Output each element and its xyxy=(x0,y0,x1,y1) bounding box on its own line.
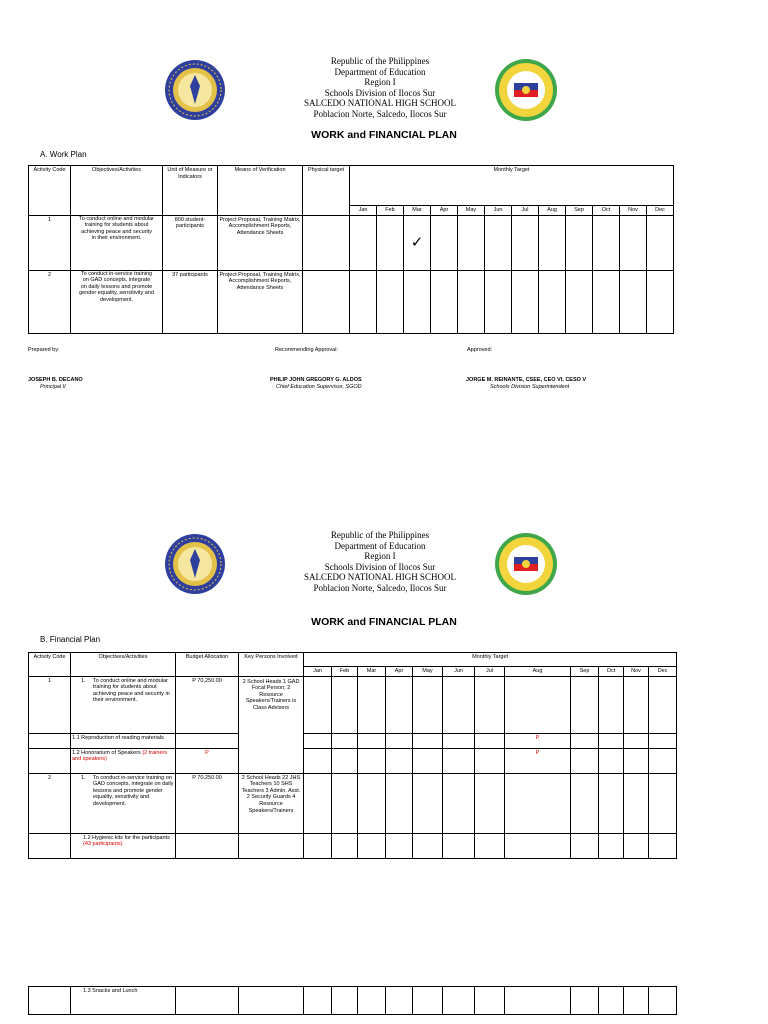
activity-code-cell: 2 xyxy=(29,270,71,333)
header-line-division: Schools Division of Ilocos Sur xyxy=(324,87,436,98)
month-header: May xyxy=(413,667,443,677)
month-header: Aug xyxy=(505,667,571,677)
approved-label: Approved: xyxy=(467,347,493,353)
month-header: Sep xyxy=(566,206,593,216)
month-header: Jan xyxy=(350,206,377,216)
activity-code-cell: 2 xyxy=(29,773,71,833)
table-row xyxy=(29,270,674,333)
month-header: Apr xyxy=(386,667,413,677)
objective-cell: To conduct online and modular training for students about achieving peace and security in their environment. xyxy=(71,215,163,270)
header-line-address: Poblacion Norte, Salcedo, Ilocos Sur xyxy=(313,108,447,119)
header-line-division: Schools Division of Ilocos Sur xyxy=(324,561,436,572)
document-header xyxy=(200,56,560,119)
header-objectives: Objectives/Activities xyxy=(71,653,176,677)
month-header: Jun xyxy=(485,206,512,216)
header-activity-code: Activity Code xyxy=(29,653,71,677)
budget-cell: P 70,250.00 xyxy=(176,676,239,733)
document-header xyxy=(200,530,560,593)
aug-target-cell: P xyxy=(505,748,571,773)
table-row: 1 1. To conduct online and modular training for students about achieving peace and security in their environment. P 70,250.00 2 School Heads 1 GAD Focal Person; 2 Resource Speakers/Trainers is Class Advisers xyxy=(29,676,677,733)
table-row xyxy=(29,833,677,858)
budget-cell: P 70,250.00 xyxy=(176,773,239,833)
table-row xyxy=(29,215,674,270)
table-row xyxy=(29,733,677,748)
month-header: Apr xyxy=(431,206,458,216)
means-cell: Project Proposal, Training Matrix, Accomplishment Reports, Attendance Sheets xyxy=(218,215,303,270)
sub-activity-note: (43 participants) xyxy=(83,841,123,848)
header-monthly-target: Monthly Target xyxy=(304,653,677,667)
prepared-name: JOSEPH B. DECANO xyxy=(28,377,83,383)
unit-cell: 37 participants xyxy=(163,270,218,333)
header-line-school: SALCEDO NATIONAL HIGH SCHOOL xyxy=(304,572,456,582)
key-persons-cell: 2 School Heads 22 JHS Teachers 10 SHS Teachers 3 Admin. Asst. 2 Security Guards 4 Resource Speakers/Trainers xyxy=(239,773,304,833)
month-header: Oct xyxy=(599,667,624,677)
approved-name: JORGE M. REINANTE, CSEE, CEO VI, CESO V xyxy=(466,377,587,383)
month-header: Jul xyxy=(475,667,505,677)
budget-cell: P xyxy=(176,748,239,773)
sub-activity-label: 1.3 Snacks and Lunch xyxy=(71,987,176,1015)
recommending-approval-label: Recommending Approval: xyxy=(275,347,338,353)
sub-activity-label: 1.2 Hygienic kits for the participants xyxy=(83,834,170,841)
month-header: Feb xyxy=(332,667,358,677)
month-header: Nov xyxy=(624,667,649,677)
month-header: Dec xyxy=(647,206,674,216)
month-header: Nov xyxy=(620,206,647,216)
month-header: Sep xyxy=(571,667,599,677)
checkmark-icon: ✓ xyxy=(410,234,424,252)
month-header: Dec xyxy=(649,667,677,677)
month-header: Jul xyxy=(512,206,539,216)
header-means-verification: Means of Verification xyxy=(218,166,303,216)
header-line-department: Department of Education xyxy=(334,66,426,77)
month-header: Aug xyxy=(539,206,566,216)
key-persons-cell: 2 School Heads 1 GAD Focal Person; 2 Resource Speakers/Trainers is Class Advisers xyxy=(239,676,304,773)
header-monthly-target: Monthly Target xyxy=(350,166,674,206)
month-header: Feb xyxy=(377,206,404,216)
section-heading-work-plan: A. Work Plan xyxy=(40,150,87,159)
page-title: WORK and FINANCIAL PLAN xyxy=(311,616,457,628)
sub-activity-note: (2 trainers and speakers) xyxy=(72,749,168,763)
month-header: Mar xyxy=(358,667,386,677)
header-line-region: Region I xyxy=(364,551,396,561)
month-header: Jan xyxy=(304,667,332,677)
sub-activity-label: 1.2 Honorarium of Speakers xyxy=(72,749,141,756)
prepared-title: Principal II xyxy=(40,384,66,390)
objective-cell: To conduct in-service training on GAD concepts, integrate on daily lessons and promote gender equality, sensitivity and development. xyxy=(93,774,174,807)
header-key-persons: Key Persons Involved xyxy=(239,653,304,677)
header-unit-measure: Unit of Measure or Indicators xyxy=(163,166,218,216)
means-cell: Project Proposal, Training Matrix, Accomplishment Reports, Attendance Sheets xyxy=(218,270,303,333)
table-row: 2 1. To conduct in-service training on GAD concepts, integrate on daily lessons and promote gender equality, sensitivity and development. P 70,250.00 2 School Heads 22 JHS Teachers 10 SHS Teachers 3 Admin. Asst. 2 Security Guards 4 Resource Speakers/Trainers xyxy=(29,773,677,833)
table-row xyxy=(29,987,677,1015)
objective-cell: To conduct online and modular training for students about achieving peace and security in their environment. xyxy=(93,677,170,704)
header-line-address: Poblacion Norte, Salcedo, Ilocos Sur xyxy=(313,582,447,593)
header-budget-allocation: Budget Allocation xyxy=(176,653,239,677)
month-header: May xyxy=(458,206,485,216)
header-objectives: Objectives/Activities xyxy=(71,166,163,216)
activity-code-cell: 1 xyxy=(29,676,71,733)
objective-cell: To conduct in-service training on GAD concepts, integrate on daily lessons and promote gender equality, sensitivity and development. xyxy=(71,270,163,333)
header-line-republic: Republic of the Philippines xyxy=(330,530,430,540)
month-header: Mar xyxy=(404,206,431,216)
unit-cell: 800 student-participants xyxy=(163,215,218,270)
recommending-name: PHILIP JOHN GREGORY G. ALDOS xyxy=(270,377,362,383)
sub-activity-label: 1.1 Reproduction of reading materials xyxy=(71,733,176,748)
recommending-title: Chief Education Supervisor, SGOD xyxy=(276,384,362,390)
work-plan-table xyxy=(28,165,674,334)
prepared-by-label: Prepared by: xyxy=(28,347,60,353)
header-line-department: Department of Education xyxy=(334,540,426,551)
aug-target-cell: P xyxy=(505,733,571,748)
header-activity-code: Activity Code xyxy=(29,166,71,216)
activity-code-cell: 1 xyxy=(29,215,71,270)
header-line-school: SALCEDO NATIONAL HIGH SCHOOL xyxy=(304,98,456,108)
financial-plan-table xyxy=(28,652,677,859)
month-header: Jun xyxy=(443,667,475,677)
header-physical-target: Physical target xyxy=(303,166,350,216)
header-line-region: Region I xyxy=(364,77,396,87)
approved-title: Schools Division Superintendent xyxy=(490,384,570,390)
month-header: Oct xyxy=(593,206,620,216)
section-heading-financial-plan: B. Financial Plan xyxy=(40,635,101,644)
page-title: WORK and FINANCIAL PLAN xyxy=(311,129,457,141)
financial-plan-table-continued xyxy=(28,986,677,1015)
table-row xyxy=(29,748,677,773)
header-line-republic: Republic of the Philippines xyxy=(330,56,430,66)
